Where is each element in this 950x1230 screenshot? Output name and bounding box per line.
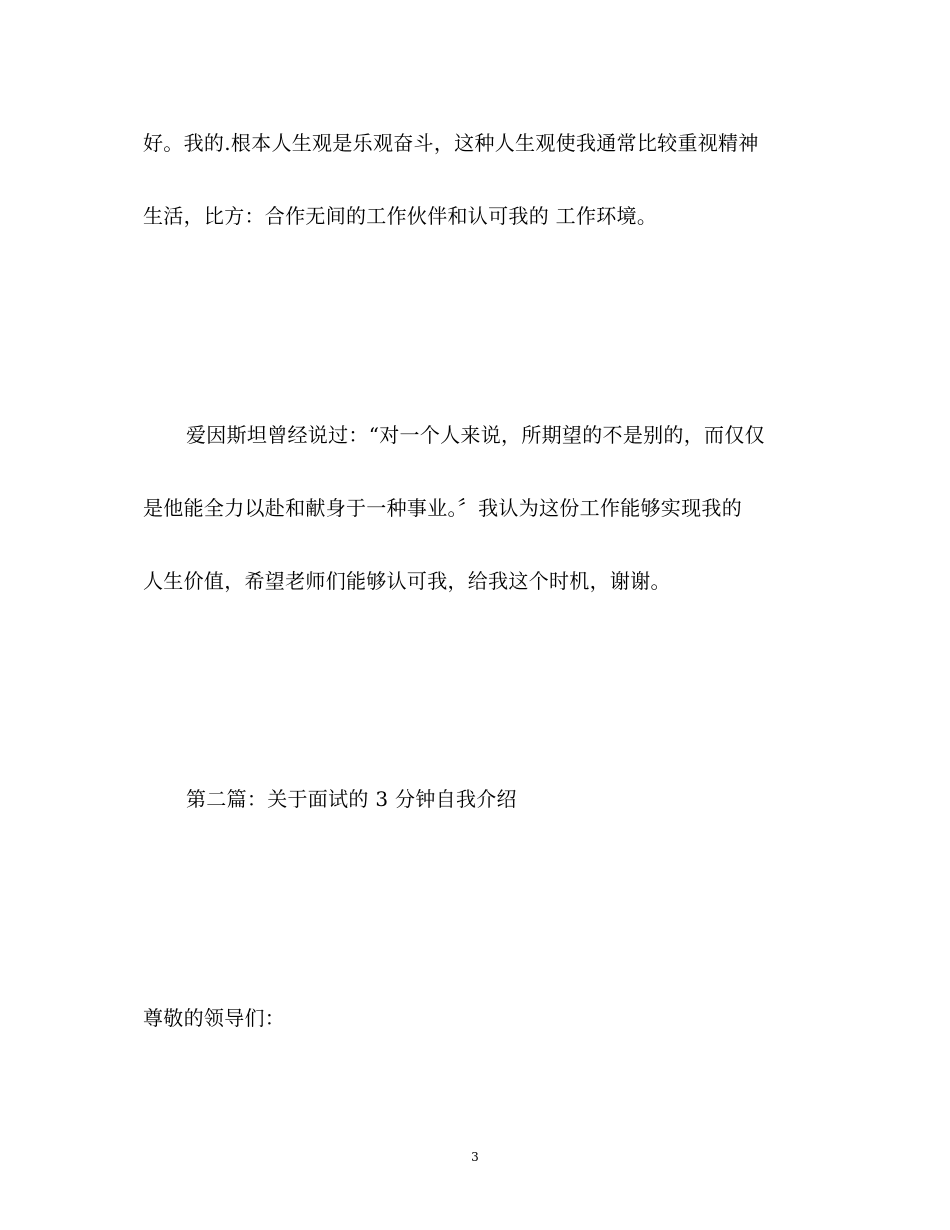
salutation: 尊敬的领导们： [143, 1006, 286, 1030]
section-heading: 第二篇：关于面试的 3 分钟自我介绍 [186, 787, 517, 811]
paragraph-2-line-1: 爱因斯坦曾经说过：“对一个人来说，所期望的不是别的，而仅仅 [186, 423, 765, 447]
paragraph-1-line-1: 好。我的.根本人生观是乐观奋斗，这种人生观使我通常比较重视精神 [143, 131, 759, 155]
page-number: 3 [471, 1150, 479, 1164]
paragraph-2-line-3: 人生价值，希望老师们能够认可我，给我这个时机，谢谢。 [143, 569, 671, 593]
paragraph-2-line-2: 是他能全力以赴和献身于一种事业。〞我认为这份工作能够实现我的 [143, 496, 742, 520]
paragraph-1-line-2: 生活，比方：合作无间的工作伙伴和认可我的 工作环境。 [143, 204, 658, 228]
